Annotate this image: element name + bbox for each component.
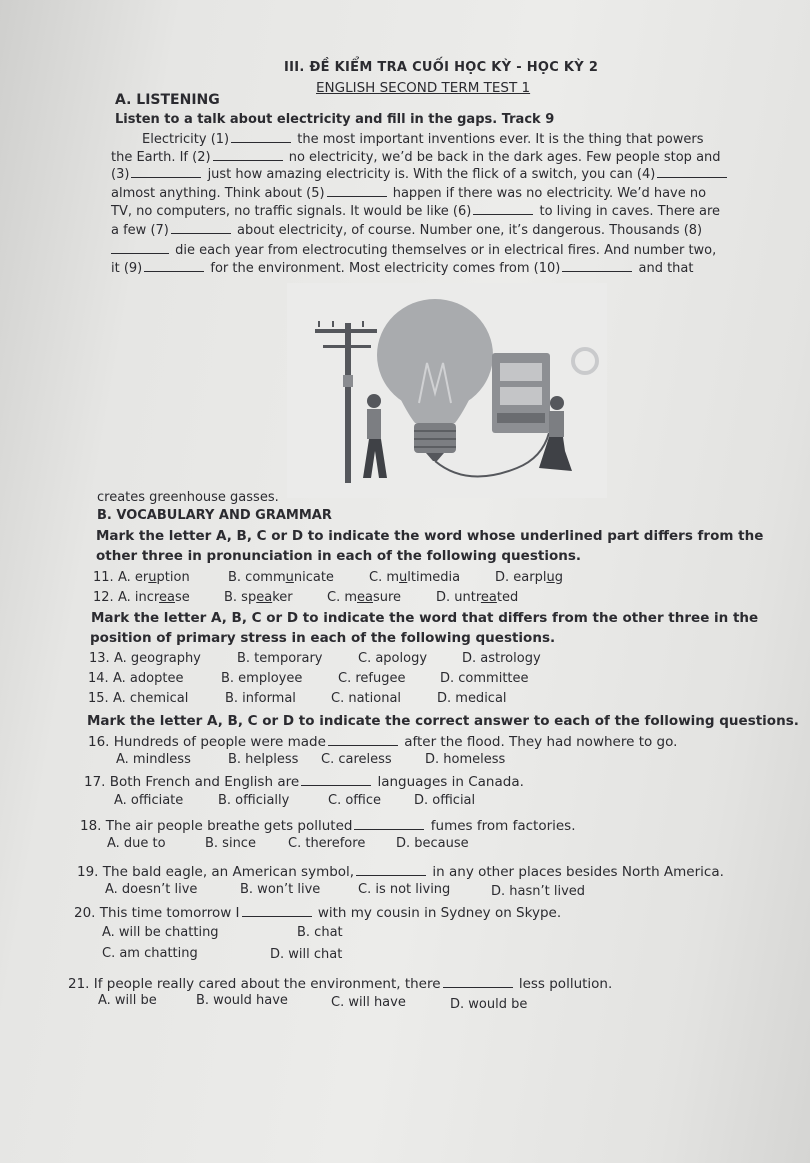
q16-option-d[interactable]: D. homeless	[425, 752, 506, 767]
q11-option-a[interactable]: A. eruption	[118, 570, 190, 585]
q11-option-b[interactable]: B. communicate	[228, 570, 334, 585]
q12-option-a[interactable]: A. increase	[118, 590, 190, 605]
gap-line-7: die each year from electrocuting themselves or in electrical fires. And number two,	[111, 242, 716, 259]
electricity-illustration	[287, 283, 607, 498]
q21-option-b[interactable]: B. would have	[196, 993, 288, 1008]
q16-option-c[interactable]: C. careless	[321, 752, 392, 767]
q12-number: 12.	[93, 590, 114, 605]
q18-option-c[interactable]: C. therefore	[288, 836, 366, 851]
q20-option-a[interactable]: A. will be chatting	[102, 925, 219, 940]
q19-option-d[interactable]: D. hasn’t lived	[491, 884, 586, 899]
instruction-pronunciation-1: Mark the letter A, B, C or D to indicate the word whose underlined part differs from the	[96, 528, 764, 544]
q13-option-d[interactable]: D. astrology	[462, 651, 541, 666]
q17-option-c[interactable]: C. office	[328, 793, 382, 808]
q19-stem: 19. The bald eagle, an American symbol, in any other places besides North America.	[77, 864, 724, 880]
q20-option-b[interactable]: B. chat	[297, 925, 343, 940]
instruction-pronunciation-2: other three in pronunciation in each of the following questions.	[96, 548, 581, 564]
q19-option-c[interactable]: C. is not living	[358, 882, 451, 897]
q21-option-d[interactable]: D. would be	[450, 997, 528, 1012]
q13-option-a[interactable]: A. geography	[114, 651, 201, 666]
q18-stem: 18. The air people breathe gets polluted fumes from factories.	[80, 818, 576, 834]
listening-last-line: creates greenhouse gasses.	[97, 490, 279, 505]
q15-option-a[interactable]: A. chemical	[113, 691, 189, 706]
q13-number: 13.	[89, 651, 110, 666]
gap-line-2: the Earth. If (2) no electricity, we’d be back in the dark ages. Few people stop and	[111, 150, 721, 165]
q20-stem: 20. This time tomorrow I with my cousin in Sydney on Skype.	[74, 905, 562, 921]
section-a-heading: A. LISTENING	[115, 92, 220, 108]
test-subtitle: ENGLISH SECOND TERM TEST 1	[316, 80, 531, 96]
q11-number: 11.	[93, 570, 114, 585]
q17-option-b[interactable]: B. officially	[218, 793, 290, 808]
q19-option-a[interactable]: A. doesn’t live	[105, 882, 198, 897]
q20-option-d[interactable]: D. will chat	[270, 947, 343, 962]
q15-option-c[interactable]: C. national	[331, 691, 402, 706]
electrical-panel-icon	[492, 353, 550, 433]
page-title: III. ĐỀ KIỂM TRA CUỐI HỌC KỲ - HỌC KỲ 2	[284, 60, 599, 75]
q14-option-d[interactable]: D. committee	[440, 671, 529, 686]
q18-option-d[interactable]: D. because	[396, 836, 469, 851]
q21-option-c[interactable]: C. will have	[331, 995, 406, 1010]
q14-option-c[interactable]: C. refugee	[338, 671, 406, 686]
instruction-stress-1: Mark the letter A, B, C or D to indicate the word that differs from the other three in the	[91, 610, 759, 626]
q11-option-c[interactable]: C. multimedia	[369, 570, 461, 585]
gap-line-1: Electricity (1) the most important inventions ever. It is the thing that powers	[142, 132, 704, 147]
q14-option-a[interactable]: A. adoptee	[113, 671, 184, 686]
section-b-heading: B. VOCABULARY AND GRAMMAR	[97, 508, 332, 523]
q14-option-b[interactable]: B. employee	[221, 671, 303, 686]
q15-option-d[interactable]: D. medical	[437, 691, 507, 706]
q17-option-a[interactable]: A. officiate	[114, 793, 184, 808]
gap-line-4: almost anything. Think about (5) happen if there was no electricity. We’d have no	[111, 186, 707, 201]
q19-option-b[interactable]: B. won’t live	[240, 882, 321, 897]
q18-option-b[interactable]: B. since	[205, 836, 256, 851]
q17-option-d[interactable]: D. official	[414, 793, 476, 808]
q20-option-c[interactable]: C. am chatting	[102, 946, 198, 961]
q11-option-d[interactable]: D. earplug	[495, 570, 563, 585]
instruction-stress-2: position of primary stress in each of the following questions.	[90, 630, 556, 646]
gap-line-6: a few (7) about electricity, of course. Number one, it’s dangerous. Thousands (8)	[111, 223, 703, 238]
q13-option-b[interactable]: B. temporary	[237, 651, 323, 666]
gap-line-5: TV, no computers, no traffic signals. It would be like (6) to living in caves. There are	[111, 204, 721, 219]
q12-option-d[interactable]: D. untreated	[436, 590, 519, 605]
q16-option-a[interactable]: A. mindless	[116, 752, 191, 767]
q21-option-a[interactable]: A. will be	[98, 993, 157, 1008]
listening-instruction: Listen to a talk about electricity and fill in the gaps. Track 9	[115, 112, 555, 127]
q16-stem: 16. Hundreds of people were made after the flood. They had nowhere to go.	[88, 734, 678, 750]
q12-option-c[interactable]: C. measure	[327, 590, 402, 605]
instruction-correct-answer: Mark the letter A, B, C or D to indicate the correct answer to each of the following questions.	[87, 713, 799, 729]
q17-stem: 17. Both French and English are languages in Canada.	[84, 774, 524, 790]
q18-option-a[interactable]: A. due to	[107, 836, 166, 851]
q21-stem: 21. If people really cared about the environment, there less pollution.	[68, 976, 613, 992]
gap-line-3: (3) just how amazing electricity is. With the flick of a switch, you can (4)	[111, 166, 729, 183]
gap-line-8: it (9) for the environment. Most electricity comes from (10) and that	[111, 261, 694, 276]
q15-number: 15.	[88, 691, 109, 706]
q15-option-b[interactable]: B. informal	[225, 691, 296, 706]
q14-number: 14.	[88, 671, 109, 686]
q13-option-c[interactable]: C. apology	[358, 651, 428, 666]
q12-option-b[interactable]: B. speaker	[224, 590, 293, 605]
q16-option-b[interactable]: B. helpless	[228, 752, 299, 767]
